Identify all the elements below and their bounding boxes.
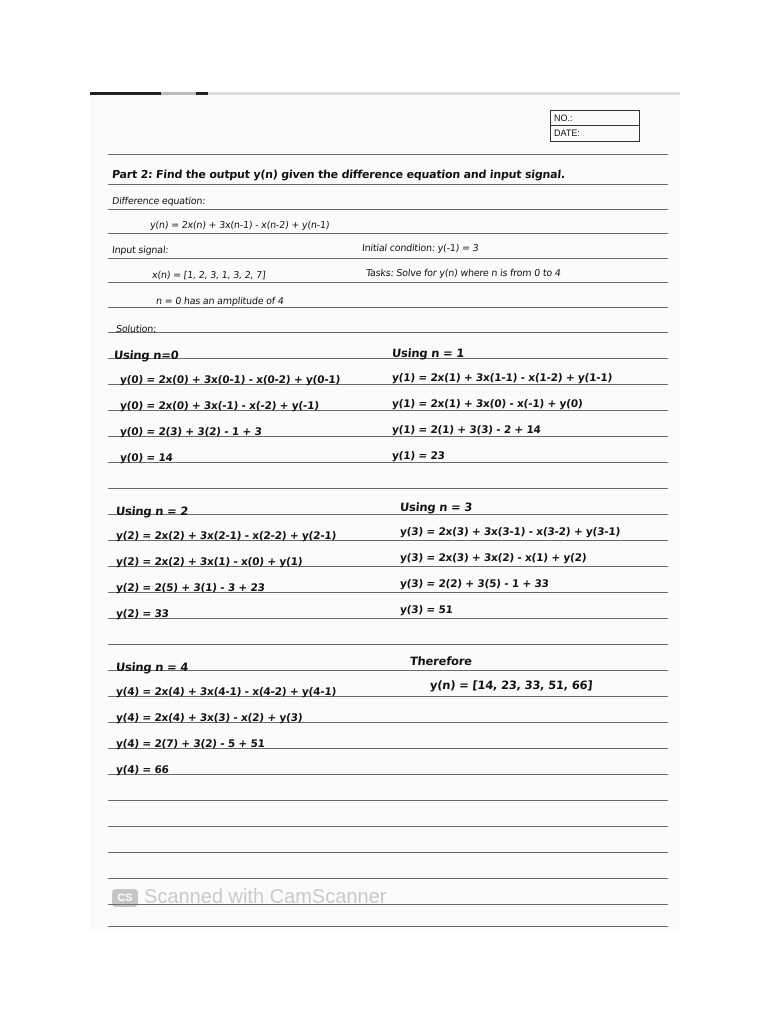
n1-result: y(1) = 23 bbox=[391, 450, 446, 462]
n0-line-2: y(0) = 2x(0) + 3x(-1) - x(-2) + y(-1) bbox=[119, 400, 320, 412]
camscanner-watermark bbox=[112, 886, 386, 909]
ruled-line bbox=[108, 184, 668, 185]
ruled-line bbox=[108, 209, 668, 210]
ruled-line bbox=[108, 644, 668, 645]
ruled-line bbox=[108, 670, 668, 671]
final-result: y(n) = [14, 23, 33, 51, 66] bbox=[429, 678, 594, 692]
ruled-line bbox=[108, 826, 668, 827]
difference-equation: y(n) = 2x(n) + 3x(n-1) - x(n-2) + y(n-1) bbox=[149, 220, 330, 231]
input-signal-label: Input signal: bbox=[111, 245, 169, 256]
n3-line-2: y(3) = 2x(3) + 3x(2) - x(1) + y(2) bbox=[399, 552, 587, 564]
n4-line-1: y(4) = 2x(4) + 3x(4-1) - x(4-2) + y(4-1) bbox=[115, 686, 337, 698]
ruled-line bbox=[108, 358, 668, 359]
ruled-line bbox=[108, 852, 668, 853]
page-top-edge bbox=[90, 92, 680, 95]
ruled-line bbox=[108, 307, 668, 308]
therefore-heading: Therefore bbox=[409, 654, 473, 668]
n1-line-2: y(1) = 2x(1) + 3x(0) - x(-1) + y(0) bbox=[391, 398, 584, 410]
no-date-box bbox=[550, 110, 640, 142]
date-field-label: DATE: bbox=[551, 125, 639, 140]
amplitude-note: n = 0 has an amplitude of 4 bbox=[155, 296, 285, 307]
using-n2-heading: Using n = 2 bbox=[115, 504, 189, 518]
input-signal-values: x(n) = [1, 2, 3, 1, 3, 2, 7] bbox=[151, 270, 266, 281]
n2-line-1: y(2) = 2x(2) + 3x(2-1) - x(2-2) + y(2-1) bbox=[115, 530, 337, 542]
n3-result: y(3) = 51 bbox=[399, 604, 454, 616]
n3-line-1: y(3) = 2x(3) + 3x(3-1) - x(3-2) + y(3-1) bbox=[399, 526, 621, 538]
ruled-line bbox=[108, 618, 668, 619]
n2-line-2: y(2) = 2x(2) + 3x(1) - x(0) + y(1) bbox=[115, 556, 303, 568]
solution-label: Solution: bbox=[115, 324, 157, 335]
part-2-title: Part 2: Find the output y(n) given the difference equation and input signal. bbox=[111, 168, 566, 181]
ruled-line bbox=[108, 332, 668, 333]
camscanner-logo-icon: CS bbox=[112, 889, 138, 907]
ruled-line bbox=[108, 800, 668, 801]
n4-line-3: y(4) = 2(7) + 3(2) - 5 + 51 bbox=[115, 738, 266, 750]
ruled-line bbox=[108, 514, 668, 515]
ruled-line bbox=[108, 258, 668, 259]
ruled-line bbox=[108, 233, 668, 234]
ruled-line bbox=[108, 878, 668, 879]
task-statement: Tasks: Solve for y(n) where n is from 0 to 4 bbox=[365, 268, 562, 279]
initial-condition: Initial condition: y(-1) = 3 bbox=[361, 243, 479, 254]
ruled-line bbox=[108, 926, 668, 927]
ruled-line bbox=[108, 774, 668, 775]
n1-line-3: y(1) = 2(1) + 3(3) - 2 + 14 bbox=[391, 424, 542, 436]
ruled-line bbox=[108, 462, 668, 463]
notebook-page bbox=[90, 92, 680, 932]
ruled-line bbox=[108, 282, 668, 283]
no-field-label: NO.: bbox=[554, 113, 573, 123]
n0-line-3: y(0) = 2(3) + 3(2) - 1 + 3 bbox=[119, 426, 263, 438]
using-n1-heading: Using n = 1 bbox=[391, 346, 465, 360]
n4-result: y(4) = 66 bbox=[115, 764, 170, 776]
n3-line-3: y(3) = 2(2) + 3(5) - 1 + 33 bbox=[399, 578, 550, 590]
difference-equation-label: Difference equation: bbox=[111, 196, 206, 207]
n2-line-3: y(2) = 2(5) + 3(1) - 3 + 23 bbox=[115, 582, 266, 594]
n1-line-1: y(1) = 2x(1) + 3x(1-1) - x(1-2) + y(1-1) bbox=[391, 372, 613, 384]
watermark-text: Scanned with CamScanner bbox=[144, 886, 387, 908]
n0-result: y(0) = 14 bbox=[119, 452, 174, 464]
using-n4-heading: Using n = 4 bbox=[115, 660, 189, 674]
ruled-line bbox=[108, 154, 668, 155]
ruled-line bbox=[108, 488, 668, 489]
n4-line-2: y(4) = 2x(4) + 3x(3) - x(2) + y(3) bbox=[115, 712, 303, 724]
n2-result: y(2) = 33 bbox=[115, 608, 170, 620]
using-n3-heading: Using n = 3 bbox=[399, 500, 473, 514]
using-n0-heading: Using n=0 bbox=[113, 348, 180, 362]
n0-line-1: y(0) = 2x(0) + 3x(0-1) - x(0-2) + y(0-1) bbox=[119, 374, 341, 386]
